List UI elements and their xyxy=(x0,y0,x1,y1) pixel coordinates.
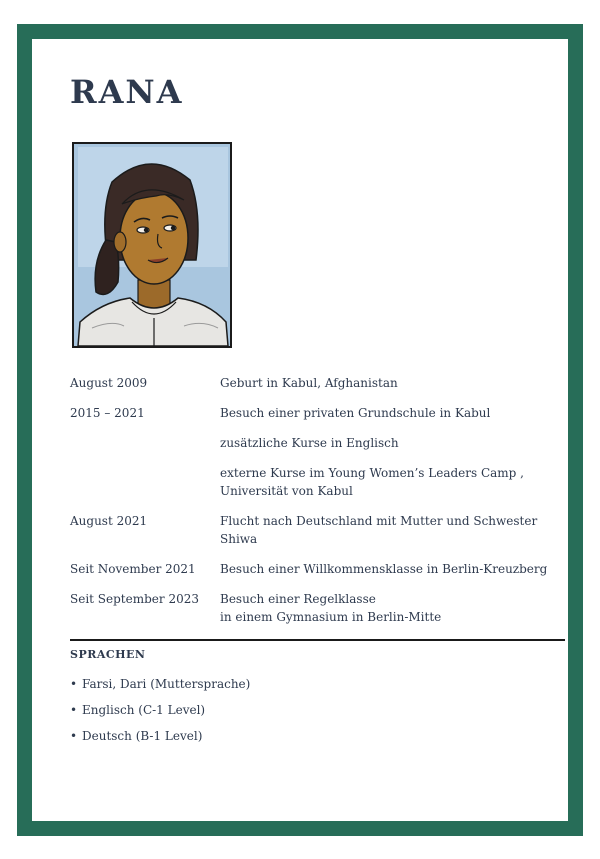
timeline-description xyxy=(220,512,570,548)
timeline-row xyxy=(70,374,570,392)
languages-heading: SPRACHEN xyxy=(70,648,146,661)
timeline-description xyxy=(220,560,570,578)
timeline-description-line: Universität von Kabul xyxy=(220,484,353,498)
timeline-row xyxy=(70,560,570,578)
timeline-row xyxy=(70,464,570,500)
timeline-description-line: Besuch einer Regelklasse xyxy=(220,592,376,606)
timeline-description-line: in einem Gymnasium in Berlin-Mitte xyxy=(220,610,442,624)
language-item xyxy=(70,701,250,719)
page-title: RANA xyxy=(70,73,184,111)
portrait-illustration xyxy=(72,142,232,348)
timeline-description-line: externe Kurse im Young Women’s Leaders Camp , xyxy=(220,466,524,480)
bullet-icon: • xyxy=(70,677,78,691)
section-divider xyxy=(70,639,565,641)
language-label: Englisch (C-1 Level) xyxy=(82,703,206,717)
languages-list xyxy=(70,675,250,753)
timeline-date: August 2021 xyxy=(70,514,148,528)
timeline-date: 2015 – 2021 xyxy=(70,406,145,420)
timeline-description-line: zusätzliche Kurse in Englisch xyxy=(220,436,399,450)
timeline-row xyxy=(70,434,570,452)
timeline-date: August 2009 xyxy=(70,376,148,390)
timeline-date: Seit September 2023 xyxy=(70,592,199,606)
timeline-description-line: Geburt in Kabul, Afghanistan xyxy=(220,376,398,390)
timeline-description xyxy=(220,374,570,392)
timeline-description-line: Besuch einer privaten Grundschule in Kabul xyxy=(220,406,491,420)
timeline-row xyxy=(70,404,570,422)
bullet-icon: • xyxy=(70,729,78,743)
language-item xyxy=(70,727,250,745)
timeline-description xyxy=(220,464,570,500)
timeline-description-line: Shiwa xyxy=(220,532,258,546)
timeline-row xyxy=(70,590,570,626)
timeline-row xyxy=(70,512,570,548)
timeline xyxy=(70,374,570,638)
timeline-description xyxy=(220,404,570,422)
timeline-description-line: Besuch einer Willkommensklasse in Berlin-Kreuzberg xyxy=(220,562,548,576)
language-item xyxy=(70,675,250,693)
timeline-description xyxy=(220,434,570,452)
timeline-description-line: Flucht nach Deutschland mit Mutter und Schwester xyxy=(220,514,538,528)
language-label: Farsi, Dari (Muttersprache) xyxy=(82,677,251,691)
timeline-date: Seit November 2021 xyxy=(70,562,196,576)
timeline-date xyxy=(70,434,220,452)
language-label: Deutsch (B-1 Level) xyxy=(82,729,203,743)
timeline-description xyxy=(220,590,570,626)
page-frame xyxy=(17,24,583,836)
timeline-date xyxy=(70,464,220,500)
bullet-icon: • xyxy=(70,703,78,717)
